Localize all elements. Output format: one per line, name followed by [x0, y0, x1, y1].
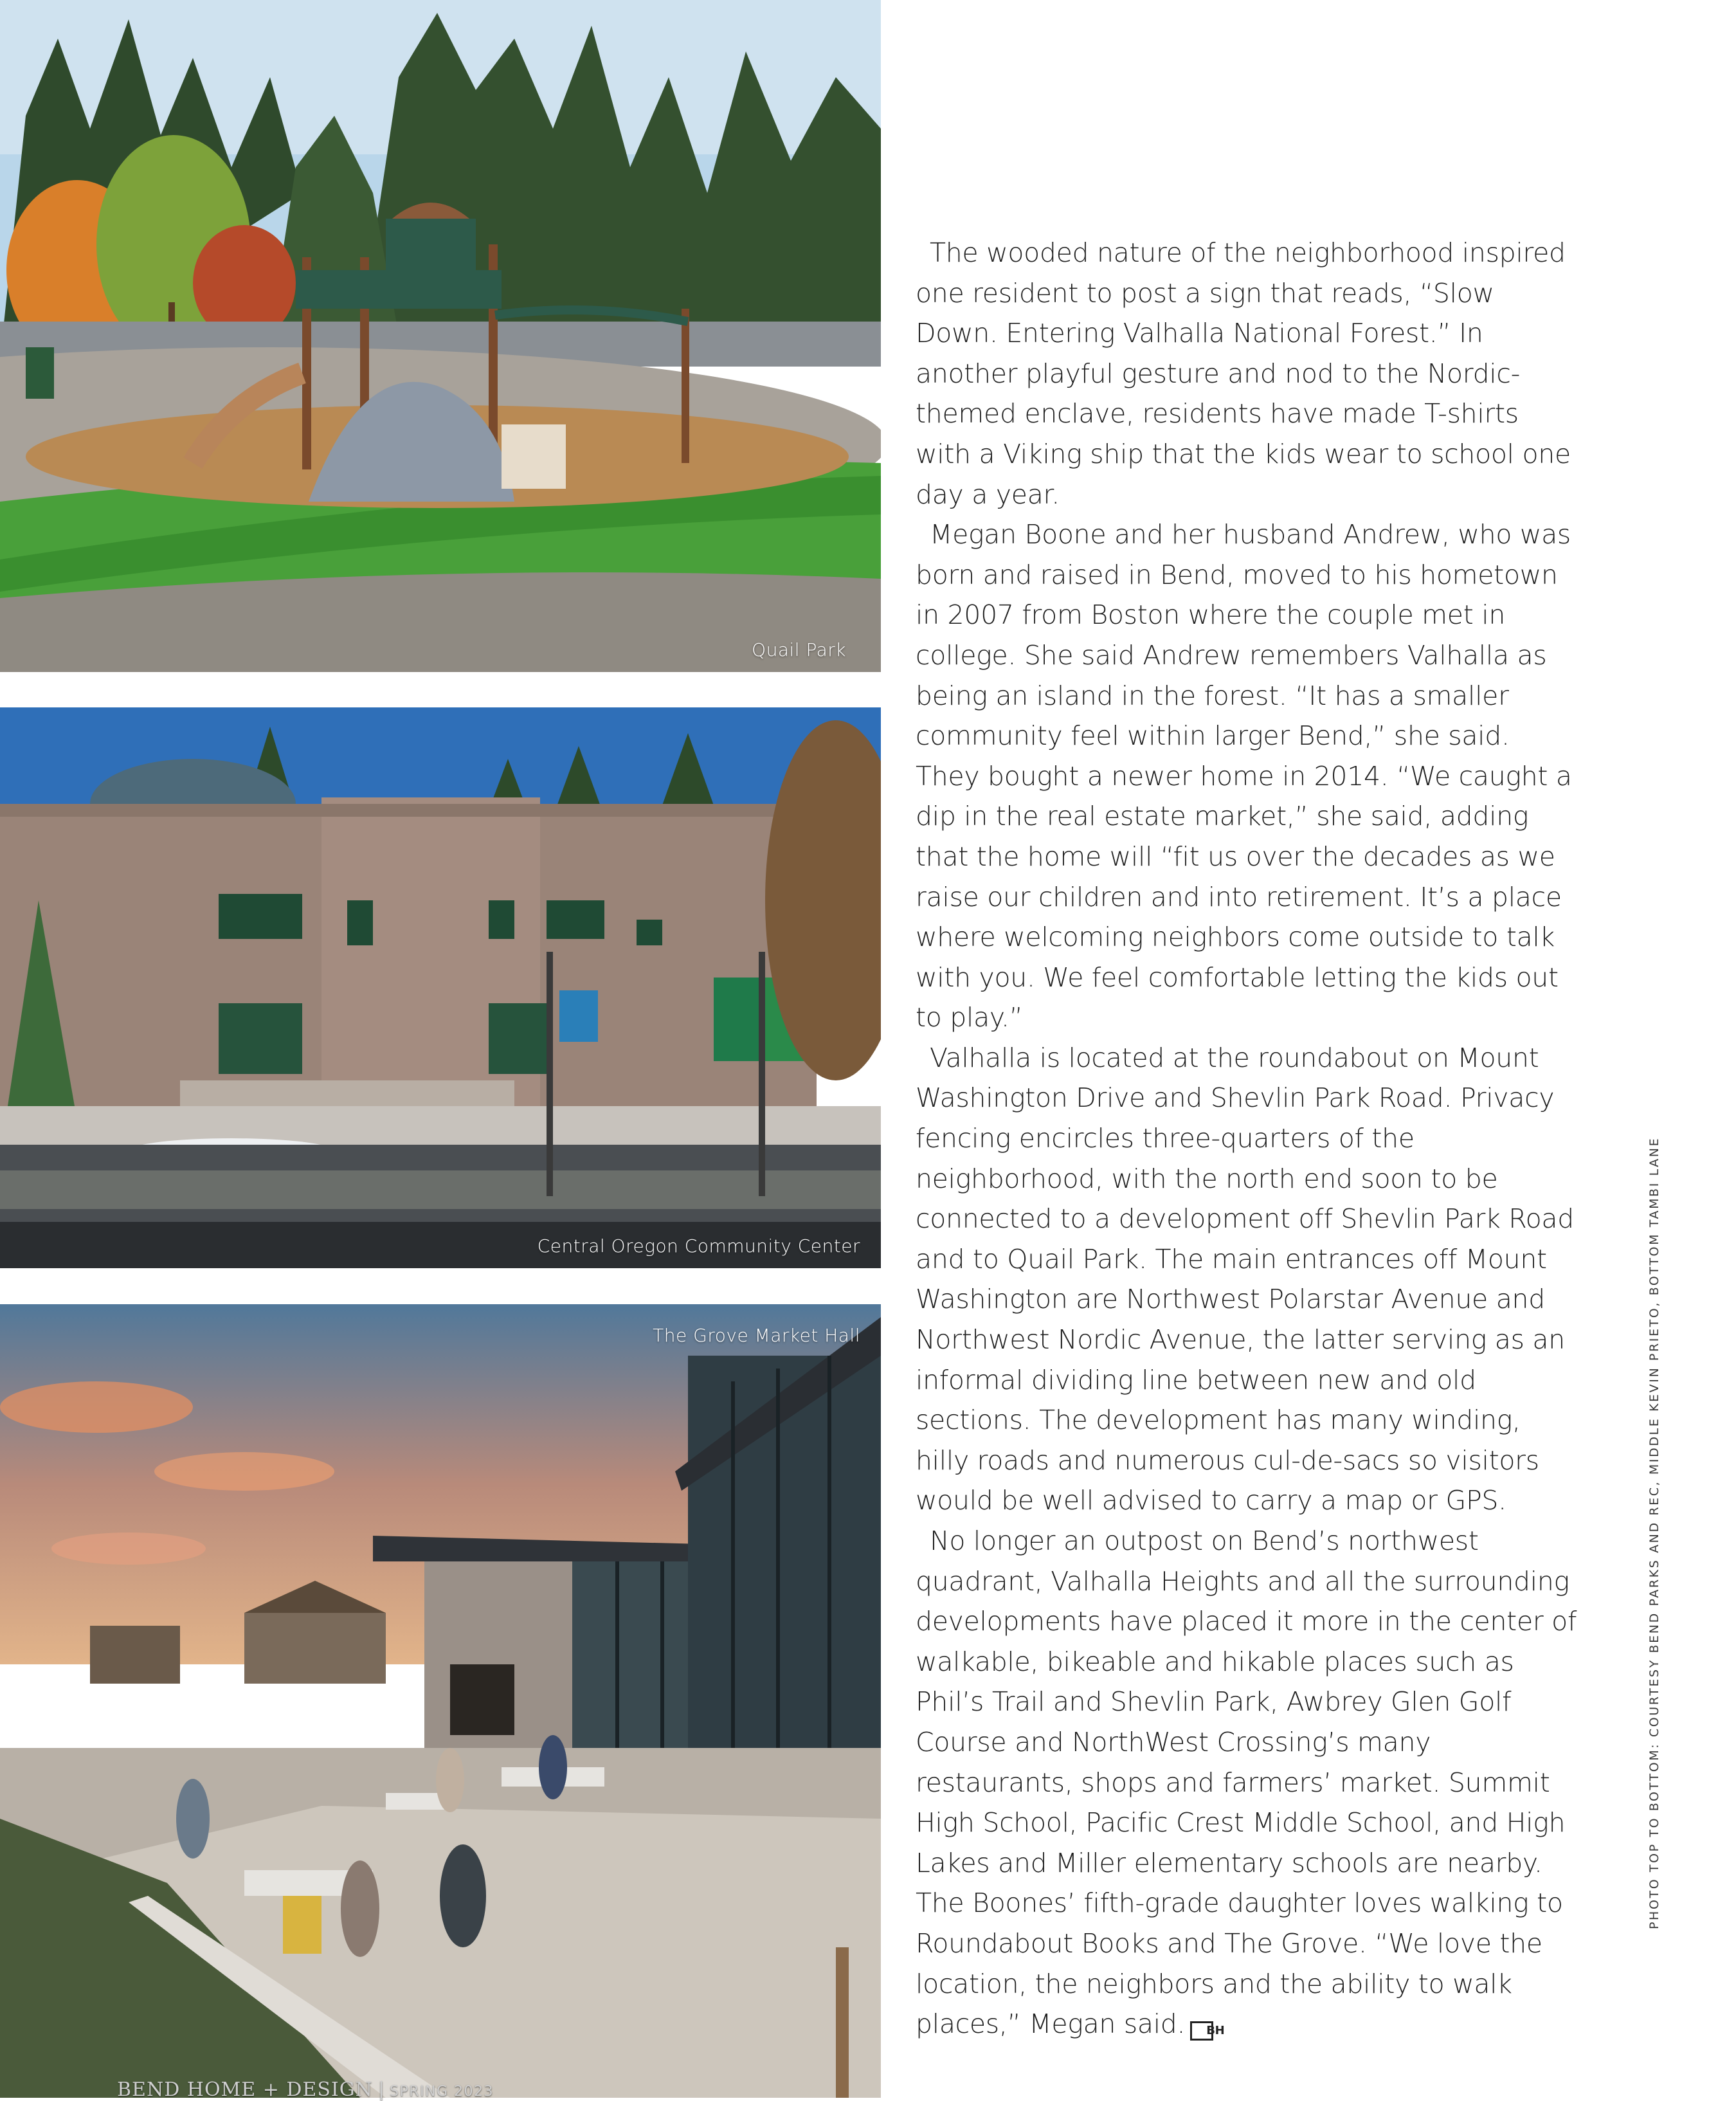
community-center-photo — [0, 707, 881, 1268]
article-paragraph-2: Megan Boone and her husband Andrew, who was born and raised in Bend, moved to his hometown in 2007 from Boston where the couple met in college. She said Andrew remembers Valhalla as being an island in the forest. “It has a smaller community feel within larger Bend,” she said. They bought a newer home in 2014. “We caught a dip in the real estate market,” she said, adding that the home will “fit us over the decades as we raise our children and into retirement. It’s a place where welcoming neighbors come outside to talk with you. We feel comfortable letting the kids out to play.” — [916, 519, 1572, 1033]
end-mark-icon: BH — [1190, 2021, 1213, 2041]
footer-separator: | — [377, 2078, 385, 2101]
community-center-image — [0, 707, 881, 1268]
quail-park-photo — [0, 0, 881, 672]
article-paragraph-4 — [916, 1521, 1578, 2044]
grove-market-photo — [0, 1304, 881, 2098]
grove-market-caption: The Grove Market Hall — [653, 1325, 860, 1346]
quail-park-caption: Quail Park — [752, 639, 846, 660]
article-paragraph-4-text: No longer an outpost on Bend’s northwest quadrant, Valhalla Heights and all the surrounding developments have placed it more in the center of walkable, bikeable and hikable places such as Phil’s Trail and Shevlin Park, Awbrey Glen Golf Course and NorthWest Crossing’s many restaurants, shops and farmers’ market. Summit High School, Pacific Crest Middle School, and High Lakes and Miller elementary schools are nearby. The Boones’ fifth-grade daughter loves walking to Roundabout Books and The Grove. “We love the location, the neighbors and the ability to walk places,” Megan said. — [916, 1525, 1577, 2040]
community-center-caption: Central Oregon Community Center — [537, 1235, 860, 1257]
article-paragraph-3: Valhalla is located at the roundabout on Mount Washington Drive and Shevlin Park Road. Privacy fencing encircles three-quarters of the neighborhood, with the north end soon to be connected to a development off Shevlin Park Road and to Quail Park. The main entrances off Mount Washington are Northwest Polarstar Avenue and Northwest Nordic Avenue, the latter serving as an informal dividing line between new and old sections. The development has many winding, hilly roads and numerous cul-de-sacs so visitors would be well advised to carry a map or GPS. — [916, 1042, 1574, 1516]
quail-park-image — [0, 0, 881, 672]
article-body — [916, 233, 1578, 2044]
magazine-name: BEND HOME + DESIGN — [117, 2078, 373, 2101]
issue-date: SPRING 2023 — [390, 2084, 494, 2100]
photo-credit: PHOTO TOP TO BOTTOM: COURTESY BEND PARKS AND REC, MIDDLE KEVIN PRIETO, BOTTOM TAMBI LANE — [1647, 1136, 1661, 1929]
grove-market-image — [0, 1304, 881, 2098]
article-paragraph-1: The wooded nature of the neighborhood inspired one resident to post a sign that reads, “Slow Down. Entering Valhalla National Forest.” In another playful gesture and nod to the Nordic-themed enclave, residents have made T-shirts with a Viking ship that the kids wear to school one day a year. — [916, 237, 1571, 510]
